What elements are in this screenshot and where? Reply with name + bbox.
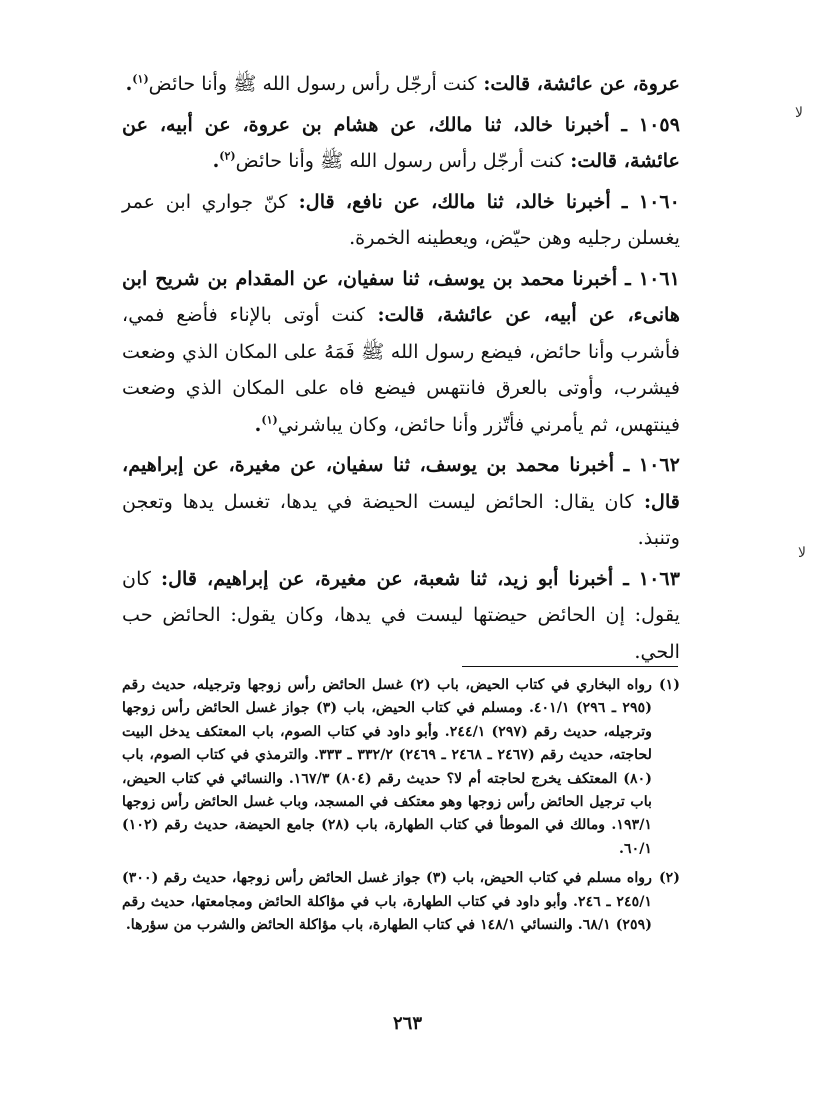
hadith-continuation: [122, 66, 680, 103]
footnotes: [122, 674, 680, 943]
hadith-number: ١٠٦٠ ـ: [610, 189, 680, 213]
main-text: [122, 66, 680, 670]
margin-mark-right: ﻻ: [795, 105, 803, 121]
isnad: أخبرنا محمد بن يوسف، ثنا سفيان، عن مغيرة، عن إبراهيم، قال:: [122, 453, 680, 513]
sentence-end: .: [254, 412, 262, 436]
footnote-marker: (١): [658, 677, 680, 693]
page-number: ٢٦٣: [392, 1013, 422, 1034]
hadith-number: ١٠٦١ ـ: [617, 266, 680, 290]
footnote-ref: (١): [132, 72, 149, 86]
matn: كنت أرجّل رأس رسول الله ﷺ وأنا حائض: [148, 72, 477, 95]
footnote-2: [122, 867, 680, 937]
footnote-ref: (٢): [219, 149, 236, 163]
matn: كنت أرجّل رأس رسول الله ﷺ وأنا حائض: [235, 149, 564, 172]
isnad: عروة، عن عائشة، قالت:: [476, 72, 680, 95]
matn: كنّ جواري ابن عمر يغسلن رجليه وهن حيّض، ويعطينه الخمرة.: [122, 189, 680, 249]
isnad: أخبرنا خالد، ثنا مالك، عن هشام بن عروة، عن أبيه، عن عائشة، قالت:: [122, 112, 680, 172]
footnote-separator: [462, 666, 678, 667]
footnote-text: رواه البخاري في كتاب الحيض، باب (٢) غسل الحائض رأس زوجها وترجيله، حديث رقم (٢٩٥ ـ ٢٩٦) ٤٠١/١. ومسلم في كتاب الحيض، باب (٣) جواز غسل الحائض رأس زوجها وترجيله، حديث رقم (٢٩٧) ٢٤٤/١. وأبو داود في كتاب الصوم، باب المعتكف يدخل البيت لحاجته، حديث رقم (٢٤٦٧ ـ ٢٤٦٨ ـ ٢٤٦٩) ٣٣٢/٢ ـ ٣٣٣. والترمذي في كتاب الصوم، باب (٨٠) المعتكف يخرج لحاجته أم لا؟ حديث رقم (٨٠٤) ١٦٧/٣. والنسائي في كتاب الحيض، باب ترجيل الحائض رأس زوجها وهو معتكف في المسجد، وباب غسل الحائض رأس زوجها ١٩٣/١. ومالك في الموطأ في كتاب الطهارة، باب (٢٨) جامع الحيضة، حديث رقم (١٠٢) ٦٠/١.: [122, 677, 652, 857]
isnad: أخبرنا أبو زيد، ثنا شعبة، عن مغيرة، عن إبراهيم، قال:: [151, 566, 614, 590]
hadith-1062: [122, 447, 680, 557]
hadith-1061: [122, 261, 680, 444]
sentence-end: .: [125, 72, 133, 95]
sentence-end: .: [212, 149, 220, 172]
matn: كان يقال: الحائض ليست الحيضة في يدها، تغسل يدها وتعجن وتنبذ.: [122, 489, 680, 549]
footnote-ref: (١): [261, 413, 278, 427]
hadith-number: ١٠٦٣ ـ: [613, 566, 681, 590]
isnad: أخبرنا محمد بن يوسف، ثنا سفيان، عن المقدام بن شريح ابن هانىء، عن أبيه، عن عائشة، قالت:: [122, 266, 681, 326]
matn: كنت أوتى بالإناء فأضع فمي، فأشرب وأنا حائض، فيضع رسول الله ﷺ فَمَهُ على المكان الذي وضعت فيشرب، وأوتى بالعرق فانتهس فيضع فاه على المكان الذي وضعت فينتهس، ثم يأمرني فأتّزر وأنا حائض، وكان يباشرني: [122, 303, 680, 436]
hadith-1059: [122, 107, 680, 180]
footnote-marker: (٢): [658, 870, 680, 887]
margin-mark-left: ﻻ: [798, 545, 806, 561]
hadith-number: ١٠٥٩ ـ: [609, 112, 681, 136]
isnad: أخبرنا خالد، ثنا مالك، عن نافع، قال:: [287, 189, 611, 213]
hadith-1060: [122, 184, 680, 257]
footnote-text: رواه مسلم في كتاب الحيض، باب (٣) جواز غسل الحائض رأس زوجها، حديث رقم (٣٠٠) ٢٤٥/١ ـ ٢٤٦. وأبو داود في كتاب الطهارة، باب في مؤاكلة الحائض ومجامعتها، حديث رقم (٢٥٩) ٦٨/١. والنسائي ١٤٨/١ في كتاب الطهارة، باب مؤاكلة الحائض والشرب من سؤرها.: [122, 870, 652, 934]
hadith-number: ١٠٦٢ ـ: [614, 453, 680, 476]
footnote-1: [122, 674, 680, 861]
hadith-1063: [122, 561, 680, 671]
matn: كان يقول: إن الحائض حيضتها ليست في يدها، وكان يقول: الحائض حب الحي.: [122, 566, 680, 663]
